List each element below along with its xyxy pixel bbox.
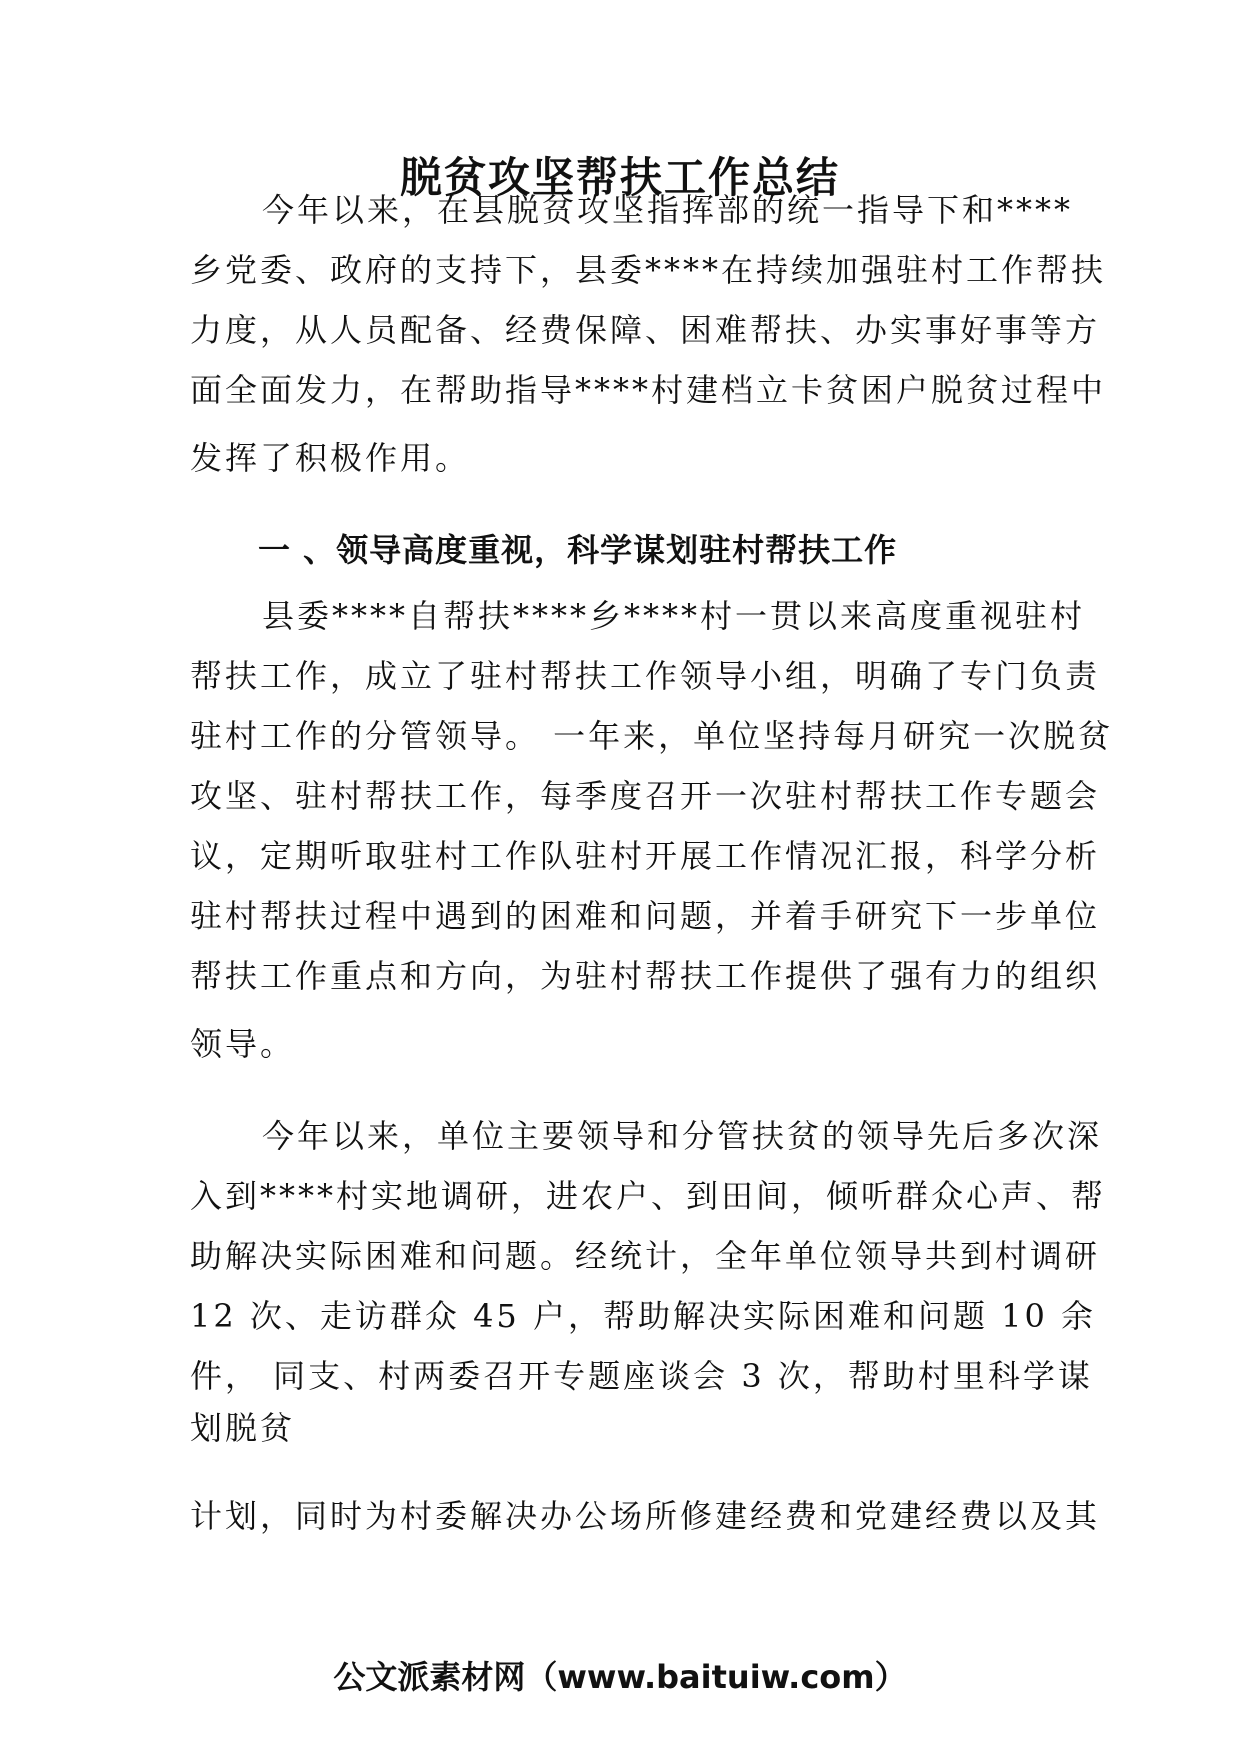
paragraph-research [190,1106,1107,1450]
text-line: 议，定期听取驻村工作队驻村开展工作情况汇报，科学分析 [190,837,1101,875]
footer-watermark: 公文派素材网（www.baituiw.com） [333,1658,907,1696]
text-line: 面全面发力，在帮助指导****村建档立卡贫困户脱贫过程中 [190,371,1107,409]
text-line: 今年以来，在县脱贫攻坚指挥部的统一指导下和**** [262,191,1074,229]
text-line: 件， 同支、村两委召开专题座谈会 3 次，帮助村里科学谋 [190,1357,1093,1395]
text-line: 今年以来，单位主要领导和分管扶贫的领导先后多次深 [262,1117,1103,1155]
text-line: 划脱贫 [190,1409,296,1447]
text-line: 12 次、走访群众 45 户，帮助解决实际困难和问题 10 余 [190,1297,1097,1335]
text-line: 驻村工作的分管领导。 一年来，单位坚持每月研究一次脱贫 [190,717,1114,755]
document-title: 脱贫攻坚帮扶工作总结 [399,153,840,202]
text-line: 发挥了积极作用。 [190,439,471,477]
section-heading-1: 一 、领导高度重视，科学谋划驻村帮扶工作 [258,531,898,569]
text-line: 助解决实际困难和问题。经统计，全年单位领导共到村调研 [190,1237,1101,1275]
paragraph-intro [190,180,1107,488]
paragraph-plan [190,1486,1101,1546]
text-line: 驻村帮扶过程中遇到的困难和问题，并着手研究下一步单位 [190,897,1101,935]
text-line: 县委****自帮扶****乡****村一贯以来高度重视驻村 [262,597,1086,635]
text-line: 帮扶工作，成立了驻村帮扶工作领导小组，明确了专门负责 [190,657,1101,695]
text-line: 入到****村实地调研，进农户、到田间，倾听群众心声、帮 [190,1177,1107,1215]
text-line: 计划，同时为村委解决办公场所修建经费和党建经费以及其 [190,1497,1101,1535]
text-line: 帮扶工作重点和方向，为驻村帮扶工作提供了强有力的组织 [190,957,1101,995]
text-line: 乡党委、政府的支持下，县委****在持续加强驻村工作帮扶 [190,251,1107,289]
text-line: 攻坚、驻村帮扶工作，每季度召开一次驻村帮扶工作专题会 [190,777,1101,815]
paragraph-leadership [190,586,1114,1074]
text-line: 领导。 [190,1025,296,1063]
text-line: 力度，从人员配备、经费保障、困难帮扶、办实事好事等方 [190,311,1101,349]
